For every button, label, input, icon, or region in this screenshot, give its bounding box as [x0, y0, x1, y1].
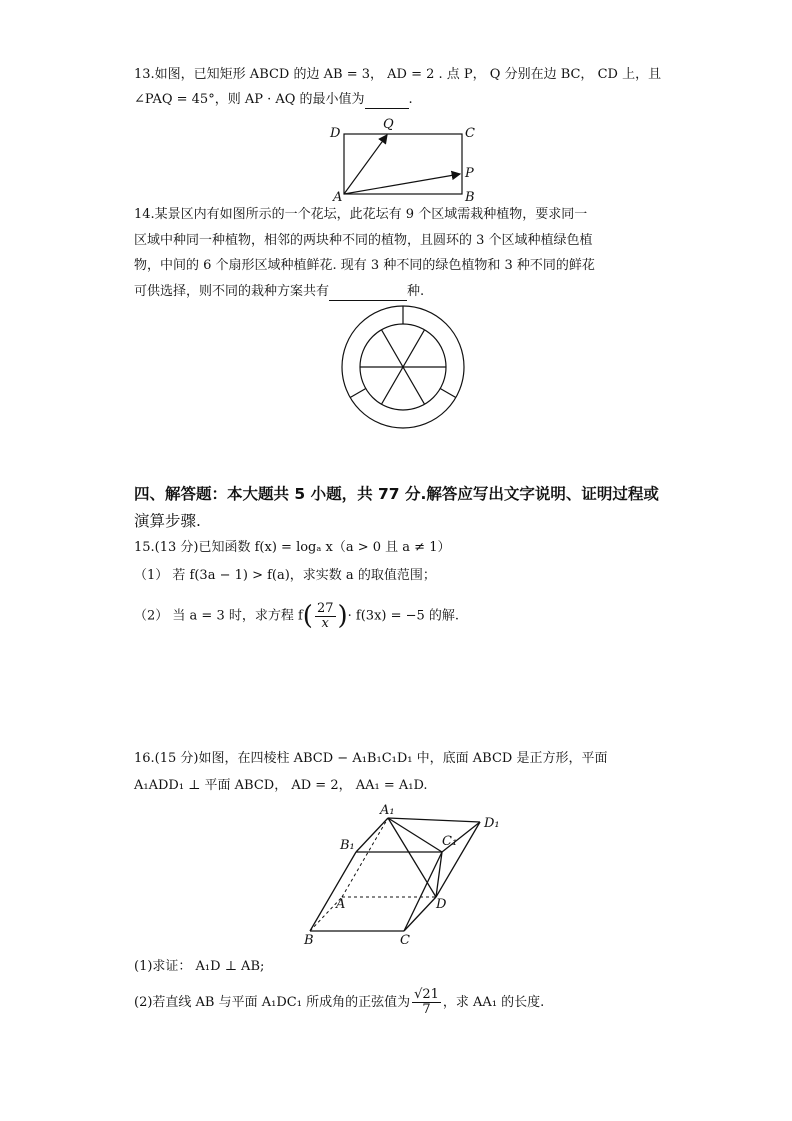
q14-answer-blank[interactable]	[329, 286, 407, 301]
q16-line-1: 16.(15 分)如图，在四棱柱 ABCD − A₁B₁C₁D₁ 中，底面 ABCD 是正方形，平面	[134, 751, 608, 766]
vector-aq	[344, 135, 387, 194]
label-p: P	[465, 166, 474, 181]
vector-ap	[344, 174, 460, 194]
q15-fraction-numerator: 27	[316, 600, 334, 616]
label-a: A	[333, 190, 343, 204]
q14-line-4-end: 种.	[407, 284, 425, 299]
section-4-heading	[134, 483, 659, 505]
label-a1: A₁	[380, 803, 395, 818]
q16-prism-figure	[296, 800, 516, 954]
q14-line-1: 14.某景区内有如图所示的一个花坛，此花坛有 9 个区域需栽种植物，要求同一	[134, 207, 588, 222]
section-4-heading-line-1: 四、解答题：本大题共 5 小题，共 77 分.解答应写出文字说明、证明过程或	[134, 485, 659, 503]
q15-fraction	[315, 602, 336, 631]
q16-part-2	[134, 985, 544, 1021]
q15-line-3: （2） 当 a = 3 时，求方程 f( $\frac{27}{x}$ )· f(3x) = −5 的解.	[134, 600, 460, 631]
q15-line-1: 15.(13 分)已知函数 f(x) = logₐ x（a > 0 且 a ≠ 1）	[134, 540, 451, 555]
label-c1: C₁	[442, 834, 458, 849]
q16-line-2: A₁ADD₁ ⊥ 平面 ABCD， AD = 2， AA₁ = A₁D.	[134, 778, 428, 793]
section-4-heading-line-2: 演算步骤.	[134, 512, 201, 530]
label-d1: D₁	[484, 816, 500, 831]
label-q: Q	[383, 117, 394, 132]
q13-line-2	[134, 91, 413, 109]
q16-part-2-text: (2)若直线 AB 与平面 A₁DC₁ 所成角的正弦值为	[134, 995, 411, 1010]
q13-line-1: 13.如图，已知矩形 ABCD 的边 AB = 3， AD = 2 . 点 P， Q 分别在边 BC， CD 上，且	[134, 67, 662, 82]
ring-divider-left	[350, 389, 366, 398]
q14-line-3: 物，中间的 6 个扇形区域种植鲜花. 现有 3 种不同的绿色植物和 3 种不同的鲜花	[134, 258, 595, 273]
ring-divider-right	[440, 389, 456, 398]
q13-rectangle-figure	[320, 112, 490, 208]
label-c: C	[465, 126, 475, 141]
label-a: A	[336, 897, 346, 912]
q15-fraction-denominator: x	[321, 615, 329, 631]
q13-answer-blank[interactable]	[365, 94, 409, 109]
q14-line-2: 区域中种同一种植物，相邻的两块种不同的植物，且圆环的 3 个区域种植绿色植	[134, 233, 593, 248]
q16-fraction	[412, 988, 441, 1017]
q13-line-2-text: ∠PAQ = 45°，则 AP · AQ 的最小值为	[134, 92, 365, 107]
label-b: B	[465, 190, 475, 204]
q16-fraction-denominator: 7	[422, 1002, 431, 1017]
q16-fraction-numerator: √21	[414, 987, 439, 1002]
q13-line-2-end: .	[408, 92, 413, 107]
q16-part-2-end: ，求 AA₁ 的长度.	[442, 995, 545, 1010]
rectangle-abcd	[344, 134, 462, 194]
q15-line-3-end: · f(3x) = −5 的解.	[347, 608, 460, 624]
label-b: B	[304, 933, 314, 948]
q15-line-3-text: （2） 当 a = 3 时，求方程 f	[134, 608, 303, 624]
q15-line-2: （1） 若 f(3a − 1) > f(a)，求实数 a 的取值范围；	[134, 568, 436, 583]
label-c: C	[400, 933, 410, 948]
label-d: D	[330, 126, 341, 141]
q14-line-4	[134, 283, 424, 301]
q14-flower-bed-figure	[340, 304, 466, 434]
q14-line-4-text: 可供选择，则不同的栽种方案共有	[134, 284, 330, 299]
q16-part-1: (1)求证： A₁D ⊥ AB;	[134, 959, 265, 974]
label-d: D	[436, 897, 447, 912]
label-b1: B₁	[340, 838, 355, 853]
